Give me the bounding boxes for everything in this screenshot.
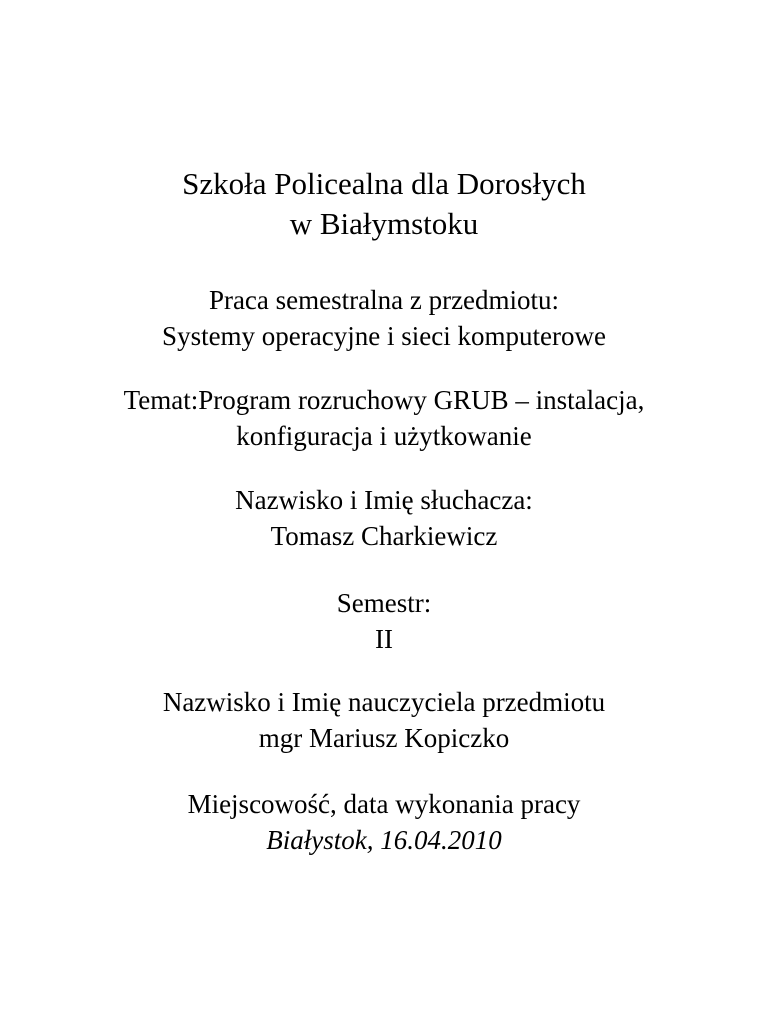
topic-line-2: konfiguracja i użytkowanie — [236, 421, 532, 451]
topic-section — [0, 382, 768, 454]
teacher-label: Nazwisko i Imię nauczyciela przedmiotu — [162, 687, 606, 717]
course-section — [0, 282, 768, 354]
school-city: w Białymstoku — [289, 206, 479, 241]
topic-line-1: Temat:Program rozruchowy GRUB – instalacja, — [123, 385, 645, 415]
student-section — [0, 482, 768, 554]
school-header — [0, 164, 768, 244]
course-name: Systemy operacyjne i sieci komputerowe — [162, 321, 606, 351]
semester-label: Semestr: — [336, 588, 432, 618]
teacher-section — [0, 684, 768, 756]
teacher-name: mgr Mariusz Kopiczko — [258, 723, 510, 753]
student-name: Tomasz Charkiewicz — [270, 521, 498, 551]
semester-value: II — [375, 624, 393, 654]
work-date: 16.04.2010 — [380, 825, 502, 855]
place-date-separator: , — [366, 825, 381, 855]
course-label: Praca semestralna z przedmiotu: — [208, 285, 560, 315]
semester-section — [0, 585, 768, 657]
place-date-section — [0, 786, 768, 858]
student-label: Nazwisko i Imię słuchacza: — [235, 485, 533, 515]
place-date-label: Miejscowość, data wykonania pracy — [187, 789, 581, 819]
place-name: Białystok — [266, 825, 367, 855]
school-name: Szkoła Policealna dla Dorosłych — [182, 166, 586, 201]
place-date-value — [0, 822, 768, 858]
